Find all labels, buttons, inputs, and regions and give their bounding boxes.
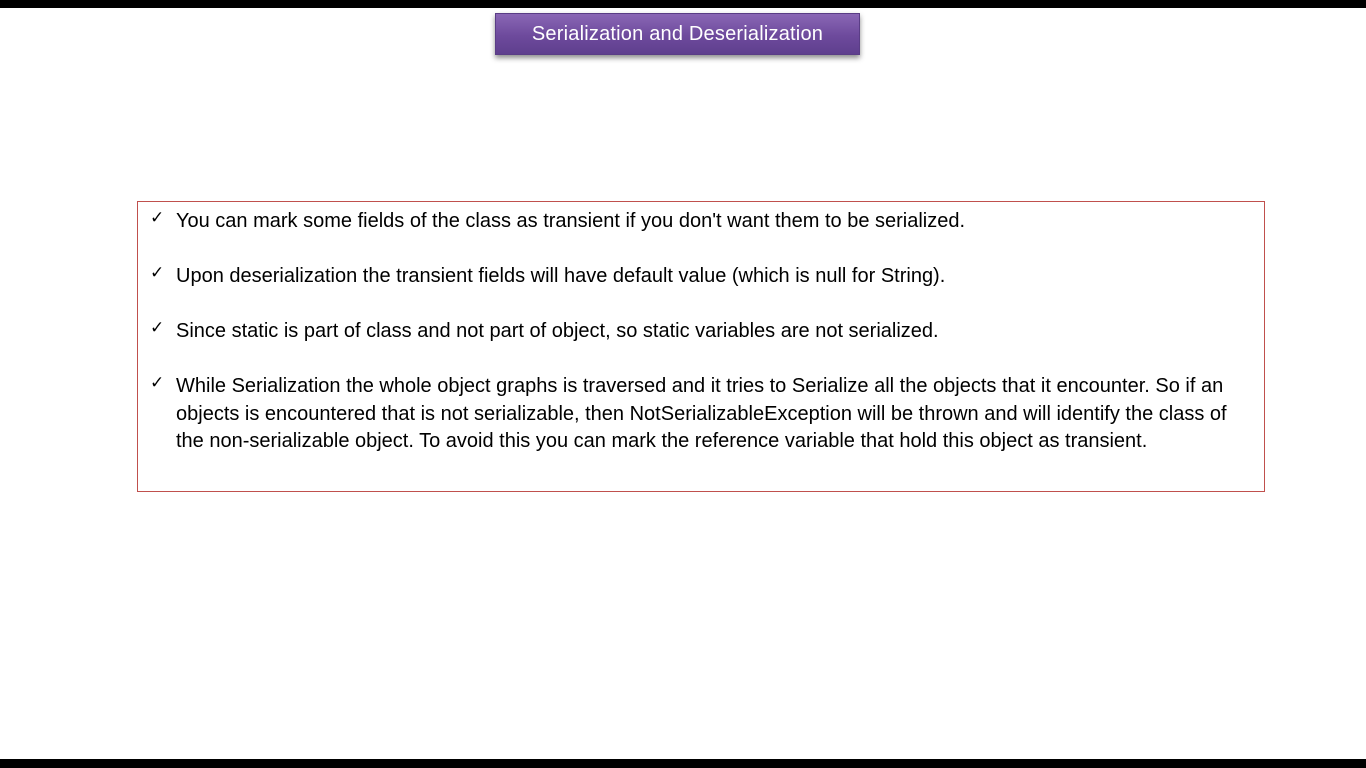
bullet-text: Upon deserialization the transient fields will have default value (which is null for String). [176, 265, 946, 287]
check-icon: ✓ [150, 318, 165, 338]
check-icon: ✓ [150, 263, 165, 283]
bullet-text: While Serialization the whole object graphs is traversed and it tries to Serialize all the objects that it encounter. So if an objects is encountered that is not serializable, then NotSerializableException will be thrown and will identify the class of the non-serializable object. To avoid this you can mark the reference variable that hold this object as transient. [176, 375, 1227, 452]
slide [0, 8, 1366, 759]
bottom-letterbox-bar [0, 759, 1366, 768]
bullet-text: Since static is part of class and not part of object, so static variables are not serialized. [176, 320, 939, 342]
check-icon: ✓ [150, 373, 165, 393]
bullet-item [150, 208, 1248, 236]
bullet-item [150, 263, 1248, 291]
bullet-text: You can mark some fields of the class as transient if you don't want them to be serialized. [176, 210, 966, 232]
slide-title [495, 13, 860, 55]
content-box [137, 201, 1265, 492]
check-icon: ✓ [150, 208, 165, 228]
bullet-item [150, 373, 1248, 456]
bullet-item [150, 318, 1248, 346]
slide-title-text: Serialization and Deserialization [531, 22, 824, 45]
